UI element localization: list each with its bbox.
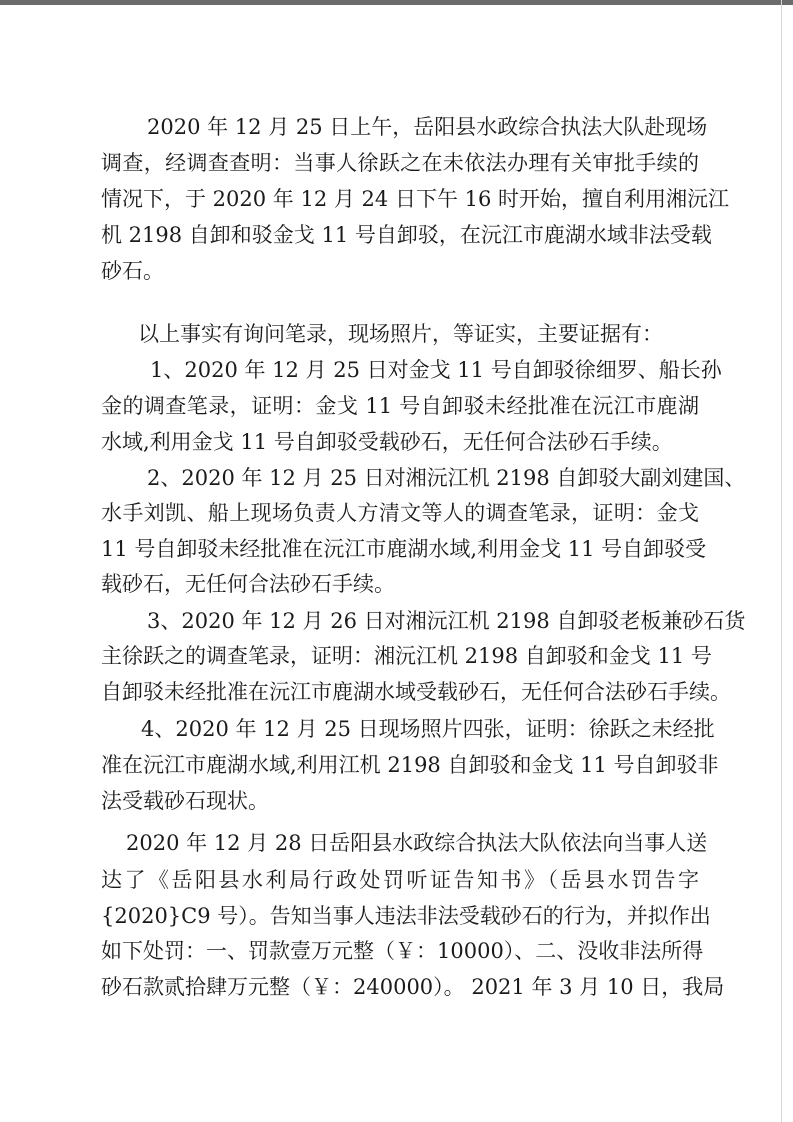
evidence-intro: 以上事实有询问笔录，现场照片，等证实，主要证据有： — [138, 322, 663, 346]
evidence-4-line: 4、2020 年 12 月 25 日现场照片四张，证明：徐跃之未经批 — [141, 717, 715, 741]
paragraph-facts-line: 机 2198 自卸和驳金戈 11 号自卸驳，在沅江市鹿湖水域非法受载 — [101, 223, 712, 247]
evidence-2-line: 2、2020 年 12 月 25 日对湘沅江机 2198 自卸驳大副刘建国、 — [147, 466, 746, 490]
evidence-3-line: 自卸驳未经批准在沅江市鹿湖水域受载砂石，无任何合法砂石手续。 — [101, 680, 731, 704]
evidence-3-line: 主徐跃之的调查笔录，证明：湘沅江机 2198 自卸驳和金戈 11 号 — [101, 644, 712, 668]
evidence-1-line: 水域,利用金戈 11 号自卸驳受载砂石，无任何合法砂石手续。 — [101, 430, 673, 454]
evidence-1-line: 1、2020 年 12 月 25 日对金戈 11 号自卸驳徐细罗、船长孙 — [150, 358, 722, 382]
notice-line: 达了《岳阳县水利局行政处罚听证告知书》（岳县水罚告字 — [101, 868, 699, 892]
evidence-2-line: 11 号自卸驳未经批准在沅江市鹿湖水域,利用金戈 11 号自卸驳受 — [101, 537, 707, 561]
evidence-1-line: 金的调查笔录，证明：金戈 11 号自卸驳未经批准在沅江市鹿湖 — [101, 394, 699, 418]
paragraph-facts-line: 2020 年 12 月 25 日上午，岳阳县水政综合执法大队赴现场 — [147, 115, 708, 139]
notice-line: 如下处罚：一、罚款壹万元整（￥：10000）、二、没收非法所得 — [101, 939, 704, 963]
evidence-3-line: 3、2020 年 12 月 26 日对湘沅江机 2198 自卸驳老板兼砂石货 — [147, 609, 746, 633]
evidence-4-line: 准在沅江市鹿湖水域,利用江机 2198 自卸驳和金戈 11 号自卸驳非 — [101, 753, 719, 777]
scan-top-edge — [0, 0, 793, 5]
notice-line: 砂石款贰拾肆万元整（￥：240000）。 2021 年 3 月 10 日，我局 — [101, 975, 725, 999]
scan-right-edge — [781, 0, 782, 1122]
paragraph-facts-line: 调查，经调查查明：当事人徐跃之在未依法办理有关审批手续的 — [101, 151, 699, 175]
paragraph-facts-line: 情况下，于 2020 年 12 月 24 日下午 16 时开始，擅自利用湘沅江 — [101, 187, 730, 211]
notice-line: 2020 年 12 月 28 日岳阳县水政综合执法大队依法向当事人送 — [126, 831, 708, 855]
evidence-4-line: 法受载砂石现状。 — [101, 789, 269, 813]
paragraph-facts-line: 砂石。 — [101, 259, 164, 283]
evidence-2-line: 载砂石，无任何合法砂石手续。 — [101, 572, 395, 596]
evidence-2-line: 水手刘凯、船上现场负责人方清文等人的调查笔录，证明：金戈 — [101, 501, 699, 525]
notice-line: {2020}C9 号）。告知当事人违法非法受载砂石的行为，并拟作出 — [101, 904, 711, 928]
